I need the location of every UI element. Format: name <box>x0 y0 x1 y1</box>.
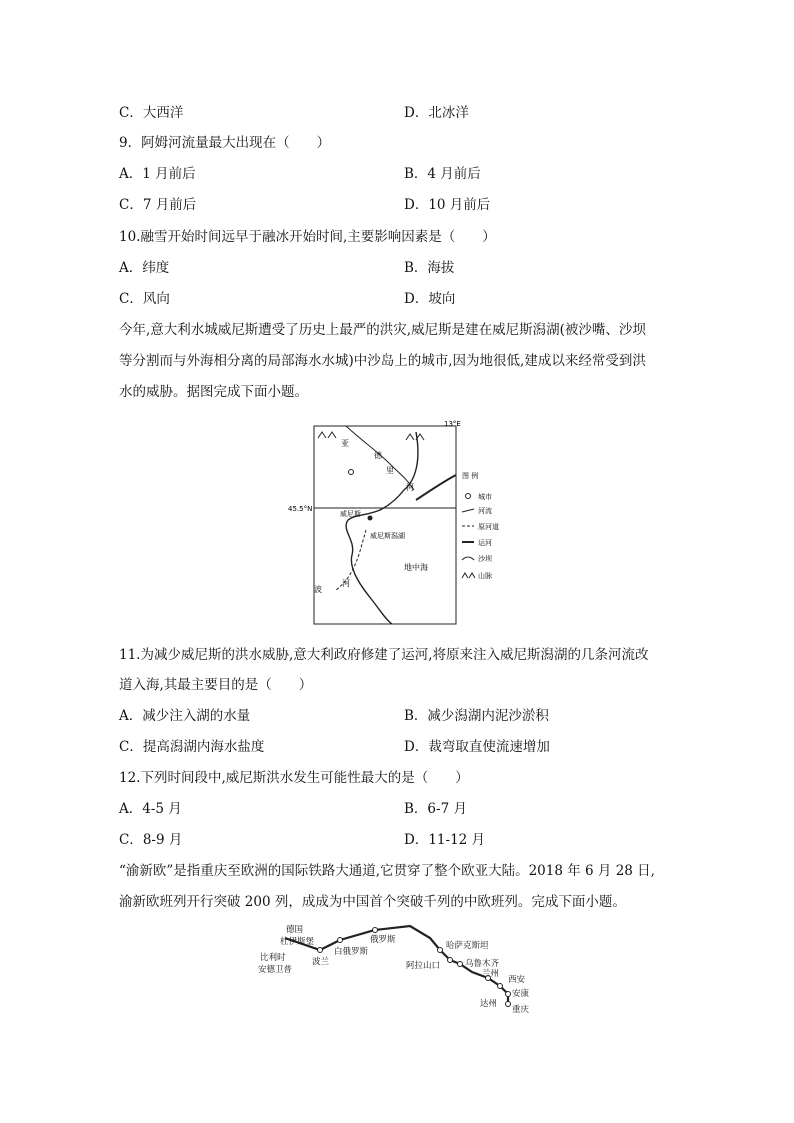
option-d-q10: D．坡向 <box>404 291 456 307</box>
svg-text:威尼斯潟湖: 威尼斯潟湖 <box>370 532 405 540</box>
option-b-q9: B．4 月前后 <box>404 166 481 182</box>
svg-text:哈萨克斯坦: 哈萨克斯坦 <box>446 941 489 951</box>
option-d-q11: D．裁弯取直使流速增加 <box>404 739 550 755</box>
question-12: 12.下列时间段中,威尼斯洪水发生可能性最大的是（ ） <box>119 770 469 786</box>
venice-map <box>288 420 499 630</box>
passage-1-line-2: 等分割而与外海相分离的局部海水水城)中沙岛上的城市,因为地很低,建成以来经常受到洪 <box>119 353 646 369</box>
svg-text:白俄罗斯: 白俄罗斯 <box>334 947 369 957</box>
svg-text:威尼斯: 威尼斯 <box>340 510 361 518</box>
svg-text:德: 德 <box>374 451 382 460</box>
svg-text:兰州: 兰州 <box>482 969 500 979</box>
option-d-q8: D．北冰洋 <box>404 105 469 121</box>
mountain-icon <box>318 432 336 438</box>
option-c-q9: C．7 月前后 <box>119 197 197 213</box>
option-b-q11: B．减少潟湖内泥沙淤积 <box>404 708 549 724</box>
svg-text:西安: 西安 <box>508 975 526 985</box>
svg-text:达州: 达州 <box>480 999 498 1009</box>
option-c-q8: C．大西洋 <box>119 105 184 121</box>
passage-1-line-3: 水的威胁。据图完成下面小题。 <box>119 384 308 400</box>
svg-text:重庆: 重庆 <box>512 1005 530 1015</box>
latitude-label: 45.5°N <box>288 505 313 513</box>
svg-text:山脉: 山脉 <box>478 572 492 580</box>
question-10: 10.融雪开始时间远早于融冰开始时间,主要影响因素是（ ） <box>119 229 496 245</box>
svg-text:俄罗斯: 俄罗斯 <box>370 935 396 945</box>
mountain-icon <box>406 434 424 440</box>
svg-text:阿拉山口: 阿拉山口 <box>406 961 441 971</box>
svg-text:德国: 德国 <box>286 925 304 935</box>
option-d-q9: D．10 月前后 <box>404 197 491 213</box>
passage-1-line-1: 今年,意大利水城威尼斯遭受了历史上最严的洪灾,威尼斯是建在威尼斯潟湖(被沙嘴、沙坝 <box>119 322 646 338</box>
passage-2-line-2: 渝新欧班列开行突破 200 列，成成为中国首个突破千列的中欧班列。完成下面小题。 <box>119 894 626 910</box>
svg-text:安德卫普: 安德卫普 <box>258 965 293 975</box>
svg-text:城市: 城市 <box>478 493 492 501</box>
option-a-q10: A．纬度 <box>119 260 170 276</box>
svg-text:比利时: 比利时 <box>260 953 286 963</box>
svg-text:河: 河 <box>406 483 414 492</box>
svg-text:亚: 亚 <box>341 439 349 448</box>
option-b-q12: B．6-7 月 <box>404 801 467 817</box>
railway-route-map <box>250 920 550 1020</box>
svg-text:杜伊斯堡: 杜伊斯堡 <box>280 937 315 947</box>
svg-text:里: 里 <box>386 466 394 475</box>
option-b-q10: B．海拔 <box>404 260 455 276</box>
svg-text:河: 河 <box>342 579 350 588</box>
question-11-line-1: 11.为减少威尼斯的洪水威胁,意大利政府修建了运河,将原来注入威尼斯潟湖的几条河流改 <box>119 647 649 663</box>
svg-text:河流: 河流 <box>478 507 492 515</box>
svg-text:原河道: 原河道 <box>478 523 499 531</box>
svg-text:运河: 运河 <box>478 539 492 547</box>
question-9: 9．阿姆河流量最大出现在（ ） <box>119 135 331 151</box>
svg-text:波: 波 <box>314 585 322 594</box>
passage-2-line-1: “渝新欧”是指重庆至欧洲的国际铁路大通道,它贯穿了整个欧亚大陆。2018 年 6 月 28 日, <box>119 863 655 879</box>
longitude-label: 13°E <box>444 420 461 428</box>
option-c-q11: C．提高潟湖内海水盐度 <box>119 739 265 755</box>
city-icon <box>349 470 354 475</box>
option-c-q12: C．8-9 月 <box>119 832 183 848</box>
svg-text:图 例: 图 例 <box>462 472 479 480</box>
option-d-q12: D．11-12 月 <box>404 832 486 848</box>
option-a-q9: A．1 月前后 <box>119 166 196 182</box>
svg-text:沙坝: 沙坝 <box>478 555 492 563</box>
svg-text:波兰: 波兰 <box>312 957 330 967</box>
option-a-q12: A．4-5 月 <box>119 801 182 817</box>
svg-text:地中海: 地中海 <box>404 563 428 572</box>
svg-text:乌鲁木齐: 乌鲁木齐 <box>465 959 500 969</box>
option-c-q10: C．风向 <box>119 291 170 307</box>
coastline <box>346 432 418 624</box>
canal-line <box>416 475 456 500</box>
option-a-q11: A．减少注入湖的水量 <box>119 708 251 724</box>
svg-text:安康: 安康 <box>512 989 530 999</box>
venice-city-icon <box>368 516 373 521</box>
question-11-line-2: 道入海,其最主要目的是（ ） <box>119 677 313 693</box>
